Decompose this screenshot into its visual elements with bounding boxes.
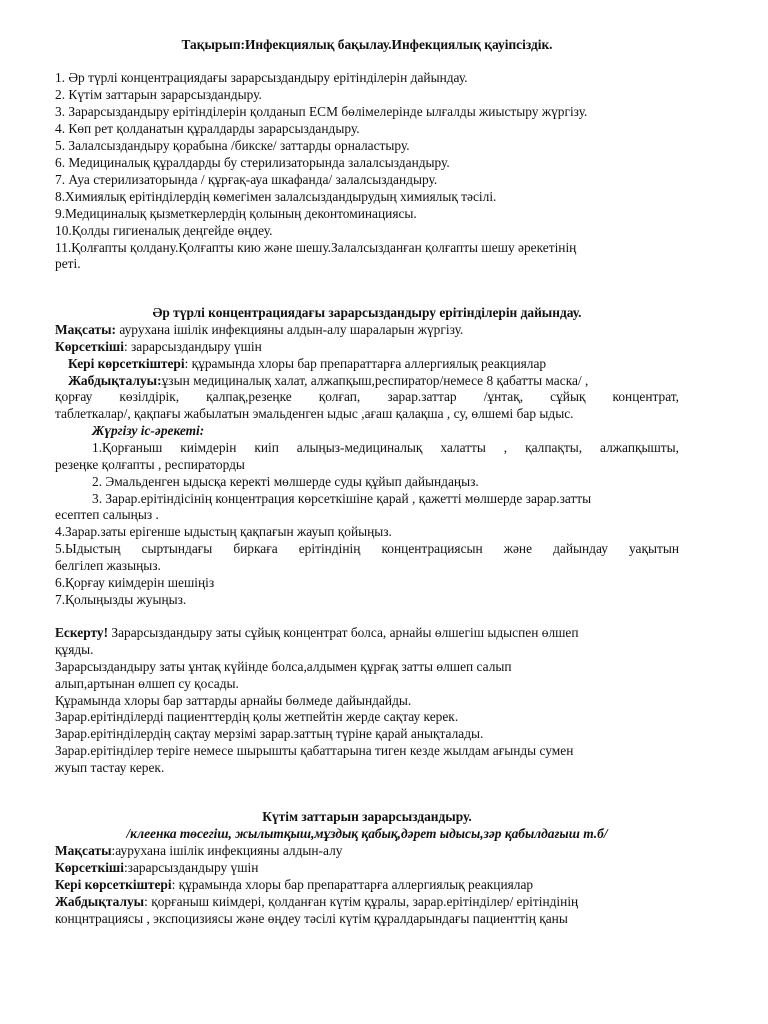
list-item: есептеп салыңыз . — [55, 507, 159, 522]
list-item: 7. Ауа стерилизаторында / құрғақ-ауа шкафанда/ залалсыздандыру. — [55, 172, 438, 187]
list-item: 5. Залалсыздандыру қорабына /бикске/ заттарды орналастыру. — [55, 138, 410, 153]
contra-label: Кері көрсеткіштері — [55, 877, 172, 892]
note-line: Зарар.ерітінділерді пациенттердің қолы жетпейтін жерде сақтау керек. — [55, 709, 459, 724]
section1-indication — [55, 339, 679, 355]
note-line: алып,артынан өлшеп су қосады. — [55, 676, 239, 691]
note-line: Зарар.ерітінділер теріге немесе шырышты қабаттарына тиген кезде жылдам ағынды сумен — [55, 743, 574, 758]
list-item: белгілеп жазыңыз. — [55, 558, 161, 573]
list-item: 7.Қолыңызды жуыңыз. — [55, 592, 187, 607]
note-label: Ескерту! — [55, 625, 109, 640]
equipment-label: Жабдықталуы — [55, 894, 145, 909]
goal-text: аурухана ішілік инфекцияны алдын-алу шараларын жүргізу. — [116, 322, 464, 337]
equipment-label: Жабдықталуы: — [68, 373, 162, 388]
goal-label: Мақсаты: — [55, 322, 116, 337]
equipment-line: таблеткалар/, қақпағы жабылатын эмальденген ыдыс ,ағаш қалақша , су, өлшемі бар ыдыс. — [55, 406, 574, 421]
note-line: Зарарсыздандыру заты ұнтақ күйінде болса,алдымен құрғақ затты өлшеп салып — [55, 659, 512, 674]
section1-heading: Әр түрлі концентрациядағы зарарсыздандыру ерітінділерін дайындау. — [152, 305, 582, 320]
list-item: 8.Химиялық ерітінділердің көмегімен залалсыздандырудың химиялық тәсілі. — [55, 189, 497, 204]
list-item: 6. Медициналық құралдарды бу стерилизаторында залалсыздандыру. — [55, 155, 450, 170]
indication-text: :зарарсыздандыру үшін — [123, 860, 259, 875]
section1-equipment — [68, 373, 679, 389]
section2-contra — [55, 877, 679, 893]
list-item: 3. Зарар.ерітіндісінің концентрация көрсеткішіне қарай , қажетті мөлшерде зарар.затты — [92, 491, 592, 506]
contra-text: : құрамында хлоры бар препараттарға аллергиялық реакциялар — [184, 356, 547, 371]
list-item: 4.Зарар.заты ерігенше ыдыстың қақпағын жауып қойыңыз. — [55, 524, 392, 539]
contra-text: : құрамында хлоры бар препараттарға аллергиялық реакциялар — [171, 877, 534, 892]
note-text: Зарарсыздандыру заты сұйық концентрат болса, арнайы өлшегіш ыдыспен өлшеп — [108, 625, 579, 640]
topic-title: Тақырып:Инфекциялық бақылау.Инфекциялық қауіпсіздік. — [181, 37, 553, 52]
list-item: 6.Қорғау киімдерін шешіңіз — [55, 575, 215, 590]
list-item: 2. Күтім заттарын зарарсыздандыру. — [55, 87, 262, 102]
section1-contra — [68, 356, 692, 372]
list-item: 4. Көп рет қолданатын құралдарды зарарсыздандыру. — [55, 121, 360, 136]
equipment-text: : қорғаныш киімдері, қолданған күтім құралы, зарар.ерітінділер/ ерітіндінің — [144, 894, 579, 909]
goal-text: :аурухана ішілік инфекцияны алдын-алу — [111, 843, 343, 858]
list-item: 10.Қолды гигиеналық деңгейде өңдеу. — [55, 223, 273, 238]
note-line: Зарар.ерітінділердің сақтау мерзімі зарар.заттың түріне қарай анықталады. — [55, 726, 484, 741]
section2-equipment — [55, 894, 679, 910]
list-item: 1. Әр түрлі концентрациядағы зарарсыздандыру ерітінділерін дайындау. — [55, 70, 468, 85]
equipment-line: қорғау көзілдірік, қалпақ,резеңке қолғап, зарар.заттар /ұнтақ, сұйық концентрат, — [55, 389, 679, 404]
list-item: 5.Ыдыстың сыртындағы биркаға ерітіндінің концентрациясын және дайындау уақытын — [55, 541, 679, 556]
procedure-label: Жүргізу іс-әрекеті: — [92, 423, 205, 438]
list-item: 2. Эмальденген ыдысқа керекті мөлшерде суды құйып дайындаңыз. — [92, 474, 479, 489]
indication-text: : зарарсыздандыру үшін — [123, 339, 262, 354]
note-first-line — [55, 625, 679, 641]
goal-label: Мақсаты — [55, 843, 112, 858]
list-item: 3. Зарарсыздандыру ерітінділерін қолданып ЕСМ бөлімелерінде ылғалды жиыстыру жүргізу. — [55, 104, 588, 119]
contra-label: Кері көрсеткіштері — [68, 356, 185, 371]
list-item: 9.Медициналық қызметкерлердің қолының деконтоминациясы. — [55, 206, 417, 221]
section2-goal — [55, 843, 679, 859]
section1-goal — [55, 322, 679, 338]
section2-heading: Күтім заттарын зарарсыздандыру. — [262, 809, 472, 824]
indication-label: Көрсеткіші — [55, 339, 124, 354]
indication-label: Көрсеткіші — [55, 860, 124, 875]
list-item: 11.Қолғапты қолдану.Қолғапты кию және шешу.Залалсызданған қолғапты шешу әрекетінің — [55, 240, 577, 255]
section2-indication — [55, 860, 679, 876]
list-item: резеңке қолғапты , респираторды — [55, 457, 245, 472]
list-item: 1.Қорғаныш киімдерін киіп алыңыз-медициналық халатты , қалпақты, алжапқышты, — [92, 440, 679, 455]
note-line: Құрамында хлоры бар заттарды арнайы бөлмеде дайындайды. — [55, 693, 412, 708]
equipment-text: ұзын медициналық халат, алжапқыш,респиратор/немесе 8 қабатты маска/ , — [161, 373, 589, 388]
equipment-line: концнтрациясы , экспоцизиясы және өңдеу тәсілі күтім құралдарындағы пациенттің қаны — [55, 911, 568, 926]
list-item: реті. — [55, 256, 81, 271]
section2-subheading: /клеенка төсегіш, жылытқыш,мұздық қабық,дәрет ыдысы,зәр қабылдағыш т.б/ — [126, 826, 608, 841]
note-line: құяды. — [55, 642, 94, 657]
note-line: жуып тастау керек. — [55, 760, 165, 775]
